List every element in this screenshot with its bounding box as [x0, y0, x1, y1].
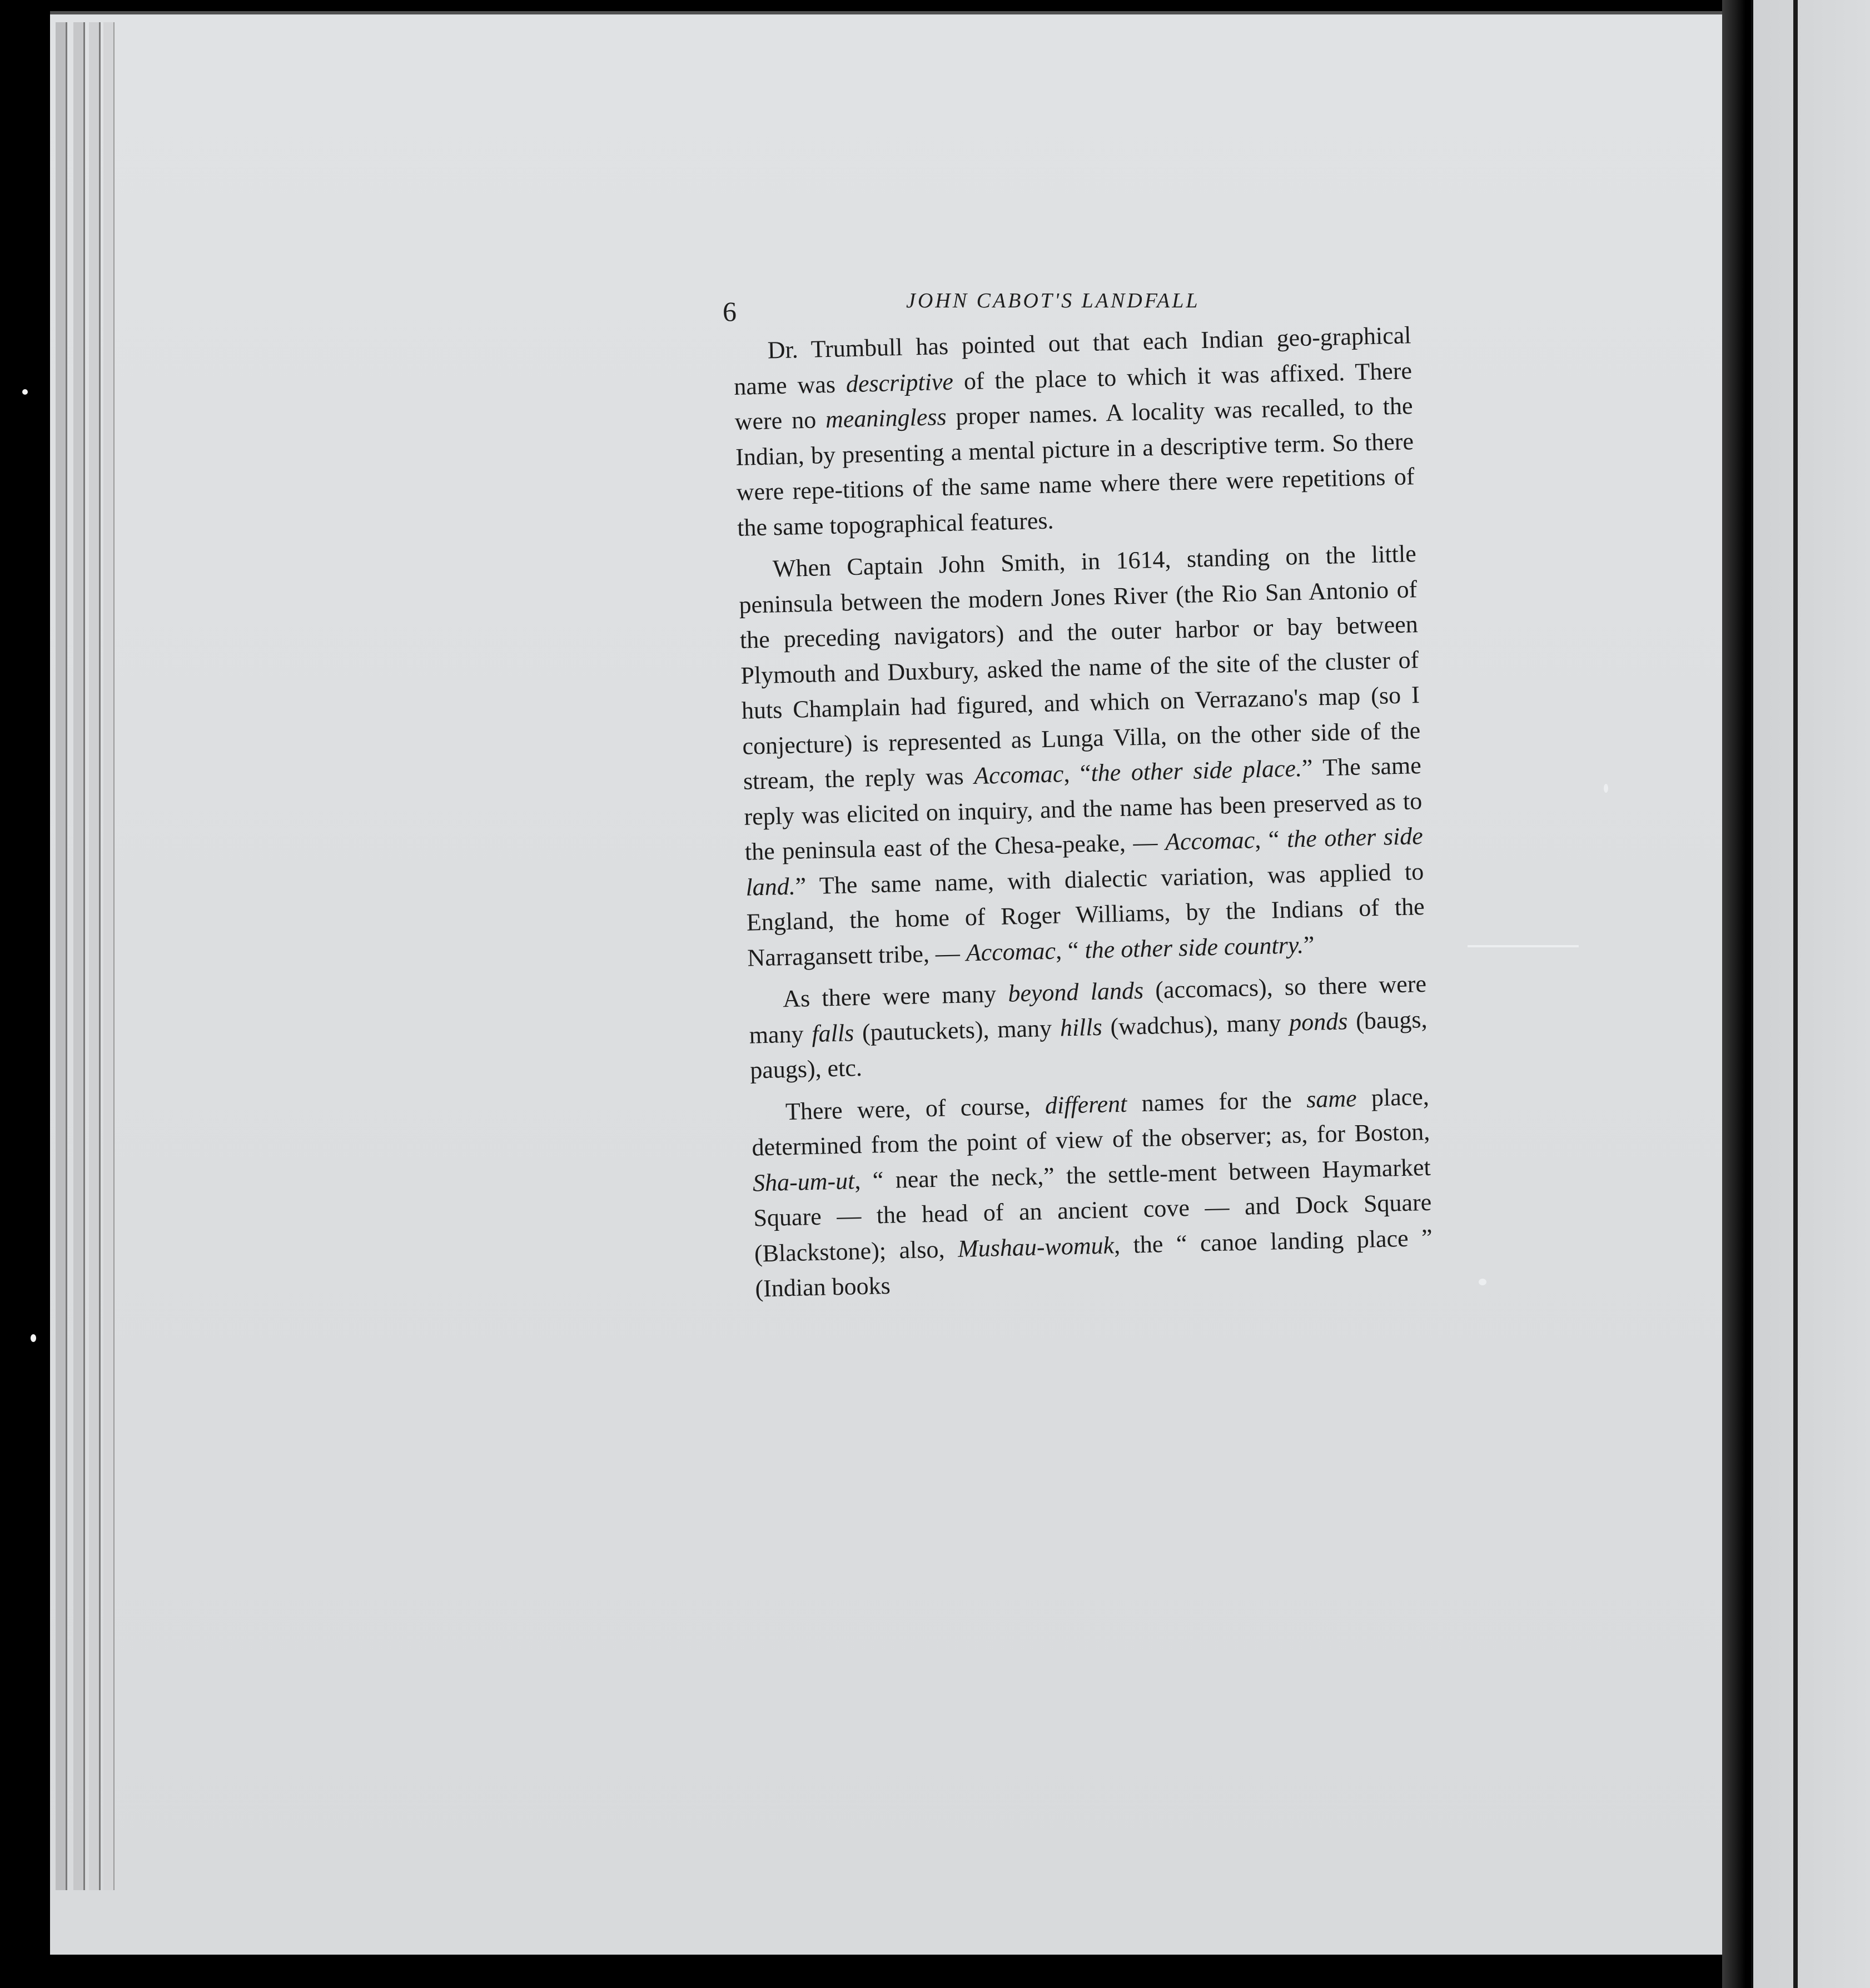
paragraph — [733, 317, 1416, 545]
binding-gutter-shadow — [1722, 0, 1745, 1988]
scan-speck — [1468, 945, 1579, 947]
text-run: , “ — [1055, 936, 1086, 965]
italic-text-run: Accomac — [973, 760, 1064, 789]
italic-text-run: meaningless — [825, 402, 947, 434]
scan-top-border — [0, 0, 1870, 10]
text-run: proper names. A locality was recalled, to the Indian, by presenting a mental picture in a descriptive term. So there were repe-titions of the same name where there were repetitions of the same topographical features. — [735, 392, 1415, 541]
facing-page-sliver — [1751, 0, 1870, 1988]
text-run: (accomacs), so there were many — [749, 970, 1427, 1049]
scan-speck — [1479, 1279, 1486, 1285]
text-run: place, determined from the point of view of the observer; as, for Boston, — [751, 1082, 1430, 1161]
text-run: As there were many — [782, 980, 1008, 1013]
text-run: ” The same name, with dialectic variation, was applied to England, the home of Roger Williams, by the Indians of the Narragansett tribe, — — [746, 857, 1425, 972]
text-run: , “ near the neck,” the settle-ment between Haymarket Square — the head of an ancient cove — and Dock Square (Blackstone); also, — [753, 1153, 1432, 1268]
text-run: , “ — [1254, 825, 1287, 854]
text-run: (baugs, paugs), etc. — [749, 1005, 1428, 1084]
text-run: When Captain John Smith, in 1614, standing on the little peninsula between the modern Jones River (the Rio San Antonio of the preceding navigators) and the outer harbor or bay between Plymouth and Duxbury, asked the name of the site of the cluster of huts Champlain had figured, and which on Verrazano's map (so I conjecture) is represented as Lunga Villa, on the other side of the stream, the reply was — [738, 540, 1421, 795]
scan-speck — [31, 1334, 36, 1342]
scan-speck — [1604, 784, 1608, 793]
italic-text-run: beyond lands — [1007, 976, 1144, 1007]
italic-text-run: hills — [1060, 1013, 1103, 1041]
text-run: Dr. Trumbull has pointed out that each Indian geo-graphical name was — [733, 321, 1411, 400]
text-run: , the “ canoe landing place ” (Indian books — [754, 1224, 1433, 1303]
text-run: ” The same reply was elicited on inquiry, and the name has been preserved as to the peninsula east of the Chesa-peake, — — [743, 752, 1423, 866]
page-number: 6 — [723, 296, 737, 327]
italic-text-run: ponds — [1289, 1007, 1348, 1036]
text-run: (wadchus), many — [1102, 1008, 1290, 1041]
running-header — [723, 281, 1279, 325]
italic-text-run: the other side place. — [1090, 754, 1302, 787]
body-text — [733, 317, 1434, 1313]
text-run: names for the — [1126, 1085, 1307, 1117]
paragraph — [738, 536, 1426, 976]
italic-text-run: different — [1045, 1090, 1127, 1119]
text-run: , “ — [1063, 759, 1092, 788]
text-run: (pautuckets), many — [853, 1013, 1061, 1046]
italic-text-run: descriptive — [846, 367, 954, 397]
text-run: of the place to which it was affixed. There were no — [734, 356, 1413, 435]
paragraph — [750, 1079, 1434, 1306]
page-edge — [73, 22, 85, 1890]
page-edge — [103, 22, 115, 1890]
page-edge — [89, 22, 101, 1890]
italic-text-run: Mushau-womuk — [957, 1231, 1115, 1263]
paragraph — [748, 966, 1428, 1088]
italic-text-run: the other side land. — [745, 822, 1424, 901]
italic-text-run: same — [1306, 1084, 1357, 1113]
italic-text-run: the other side country. — [1084, 931, 1304, 963]
italic-text-run: Accomac — [966, 937, 1056, 966]
running-title: JOHN CABOT'S LANDFALL — [906, 289, 1200, 312]
scan-speck — [22, 389, 28, 395]
text-run: ” — [1303, 931, 1315, 958]
italic-text-run: Sha-um-ut — [752, 1166, 855, 1197]
facing-page-edge — [1793, 0, 1798, 1988]
italic-text-run: falls — [811, 1018, 854, 1047]
page-edge — [56, 22, 67, 1890]
italic-text-run: Accomac — [1165, 826, 1255, 856]
text-run: There were, of course, — [785, 1091, 1046, 1125]
